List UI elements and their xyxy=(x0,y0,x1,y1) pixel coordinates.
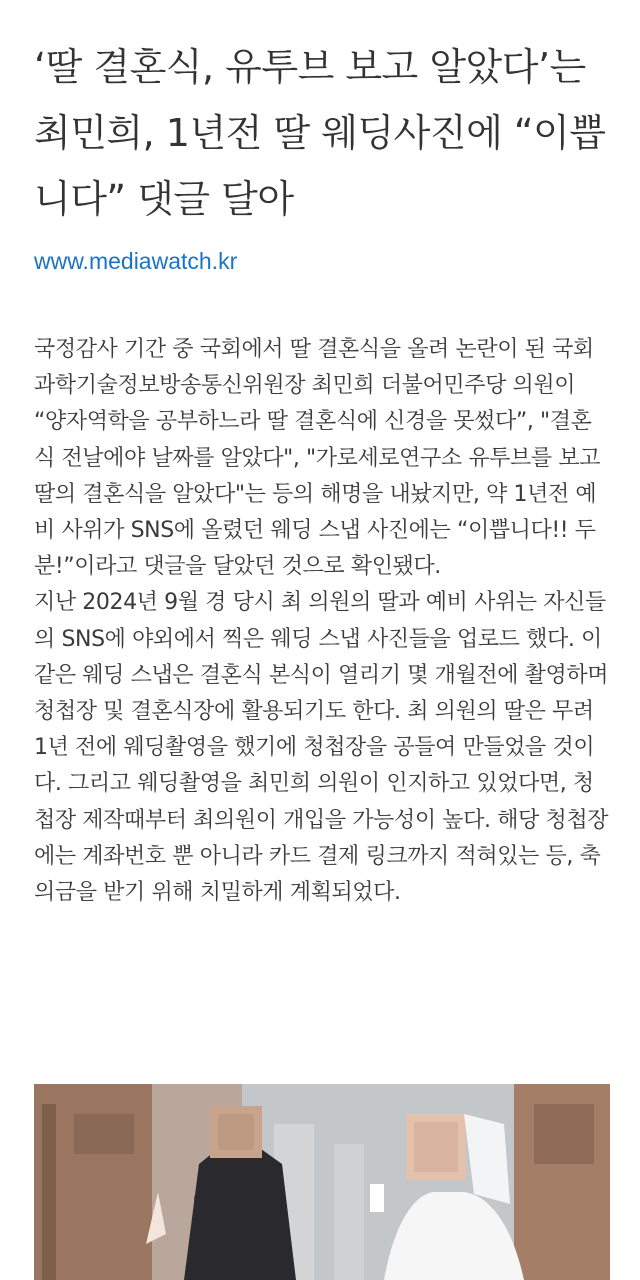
source-link[interactable]: www.mediawatch.kr xyxy=(34,248,238,274)
wedding-photo xyxy=(34,1084,610,1280)
paragraph-2: 지난 2024년 9월 경 당시 최 의원의 딸과 예비 사위는 자신들의 SNS에 야외에서 찍은 웨딩 스냅 사진들을 업로드 했다. 이같은 웨딩 스냅은 결혼식 본식이 열리기 몇 개월전에 촬영하며 청첩장 및 결혼식장에 활용되기도 한다. 최 의원의 딸은 무려 1년 전에 웨딩촬영을 했기에 청첩장을 공들여 만들었을 것이다. 그리고 웨딩촬영을 최민희 의원이 인지하고 있었다면, 청첩장 제작때부터 최의원이 개입을 가능성이 높다. 해당 청첩장에는 계좌번호 뿐 아니라 카드 결제 링크까지 적혀있는 등, 축의금을 받기 위해 치밀하게 계획되었다. xyxy=(34,590,609,906)
article-body xyxy=(34,332,612,911)
paragraph-1: 국정감사 기간 중 국회에서 딸 결혼식을 올려 논란이 된 국회 과학기술정보방송통신위원장 최민희 더불어민주당 의원이 “양자역학을 공부하느라 딸 결혼식에 신경을 못썼다”, "결혼식 전날에야 날짜를 알았다", "가로세로연구소 유투브를 보고 딸의 결혼식을 알았다"는 등의 해명을 내놨지만, 약 1년전 예비 사위가 SNS에 올렸던 웨딩 스냅 사진에는 “이쁩니다!! 두 분!”이라고 댓글을 달았던 것으로 확인됐다. xyxy=(34,337,601,580)
article-headline: ‘딸 결혼식, 유투브 보고 알았다’는 최민희, 1년전 딸 웨딩사진에 “이쁩니다” 댓글 달아 xyxy=(34,45,606,221)
